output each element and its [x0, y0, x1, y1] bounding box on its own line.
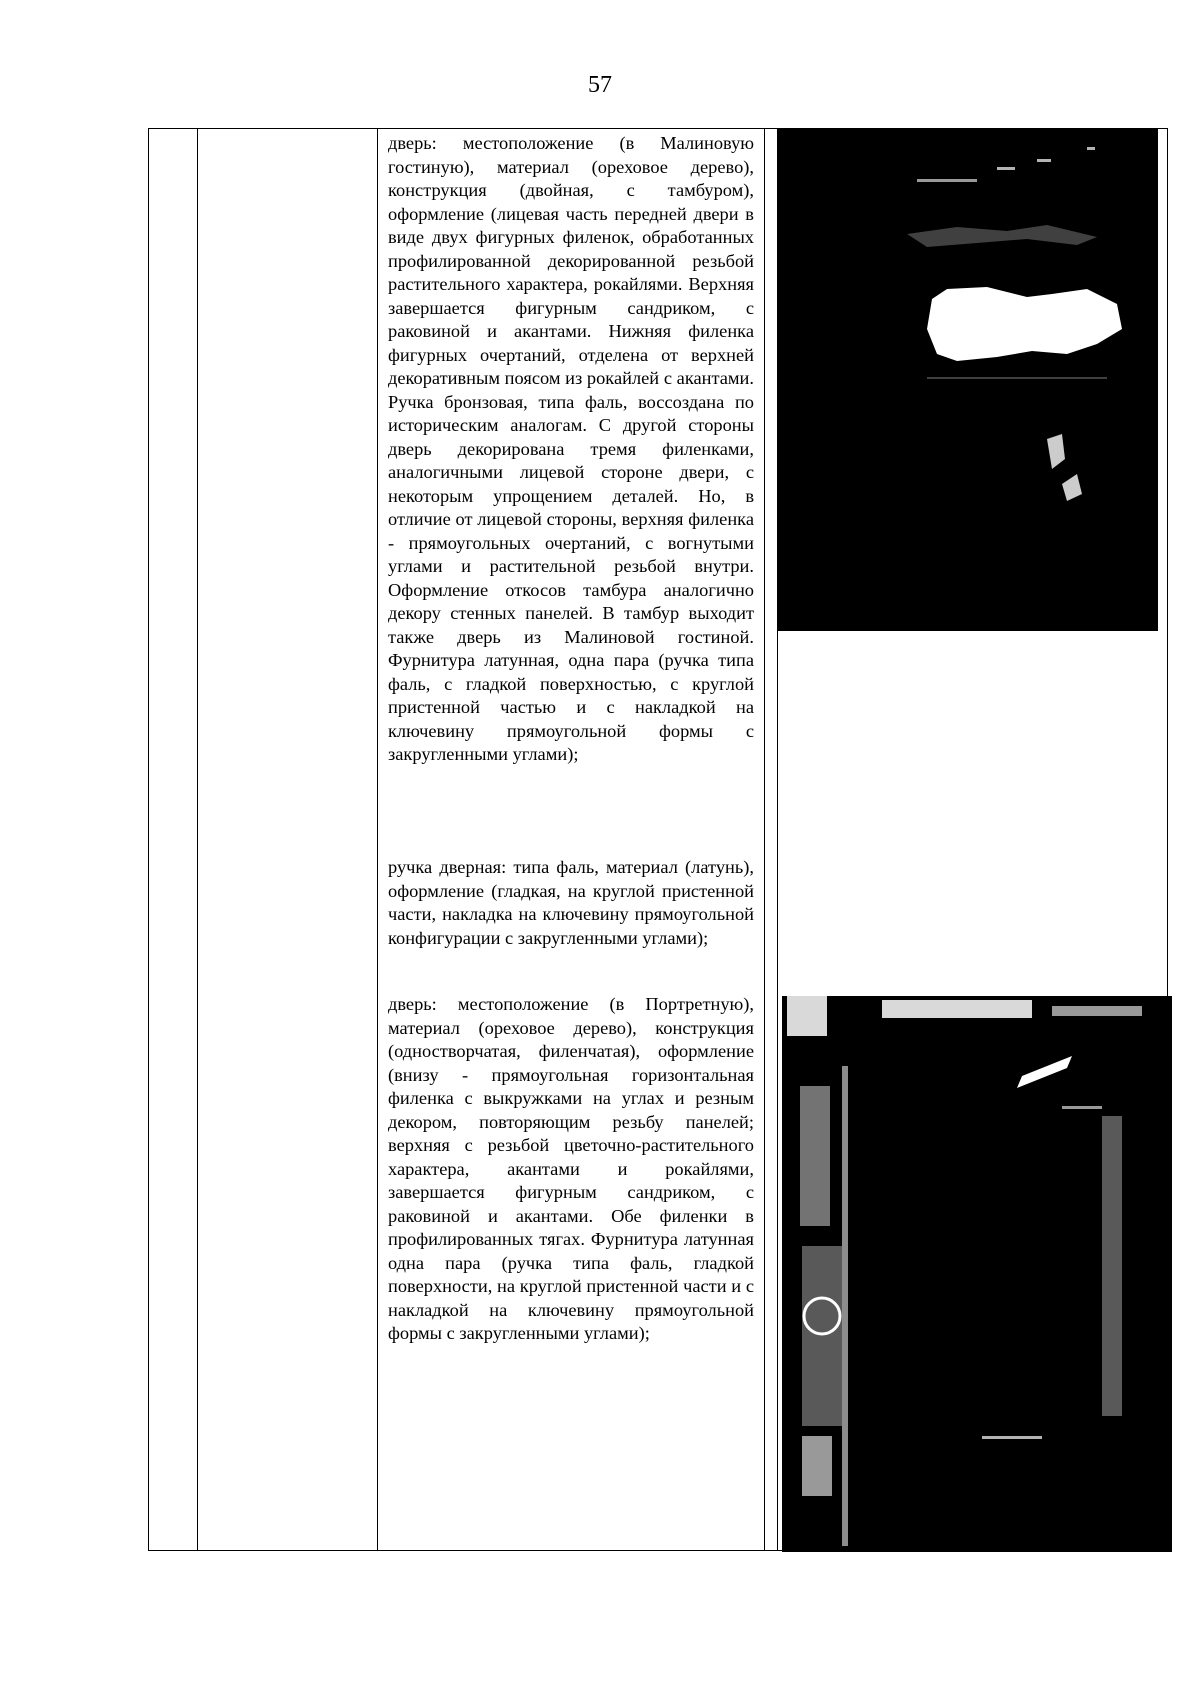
door-photo-2	[782, 996, 1172, 1552]
door-photo-1	[777, 129, 1158, 631]
column-divider	[764, 129, 765, 1550]
column-divider	[377, 129, 378, 1550]
item-description-door-raspberry: дверь: местоположение (в Малиновую гостиную), материал (ореховое дерево), конструкция (двойная, с тамбуром), оформление (лицевая часть передней двери в виде двух фигурных филенок, обработанных профилированной декорированной резьбой растительного характера, рокайлями. Верхняя завершается фигурным сандриком, с раковиной и акантами. Нижняя филенка фигурных очертаний, отделена от верхней декоративным поясом из рокайлей с акантами. Ручка бронзовая, типа фаль, воссоздана по историческим аналогам. С другой стороны дверь декорирована тремя филенками, аналогичными лицевой стороне двери, с некоторым упрощением деталей. Но, в отличие от лицевой стороны, верхняя филенка - прямоугольных очертаний, с вогнутыми углами и растительной резьбой внутри. Оформление откосов тамбура аналогично декору стенных панелей. В тамбур выходит также дверь из Малиновой гостиной. Фурнитура латунная, одна пара (ручка типа фаль, с гладкой поверхностью, с круглой пристенной частью и с накладкой на ключевину прямоугольной формы с закругленными углами);	[388, 133, 754, 764]
item-description-door-handle: ручка дверная: типа фаль, материал (латунь), оформление (гладкая, на круглой пристенной части, накладка на ключевину прямоугольной конфигурации с закругленными углами);	[388, 857, 754, 948]
page-number: 57	[588, 72, 612, 98]
item-description-door-portrait: дверь: местоположение (в Портретную), материал (ореховое дерево), конструкция (одностворчатая, филенчатая), оформление (внизу - прямоугольная горизонтальная филенка с выкружками на углах и резным декором, повторяющим резьбу панелей; верхняя с резьбой цветочно-растительного характера, акантами и рокайлями, завершается фигурным сандриком, с раковиной и акантами. Обе филенки в профилированных тягах. Фурнитура латунная одна пара (ручка типа фаль, гладкой поверхности, на круглой пристенной части и с накладкой на ключевину прямоугольной формы с закругленными углами);	[388, 994, 754, 1343]
column-divider	[197, 129, 198, 1550]
inventory-table	[148, 128, 1168, 1551]
